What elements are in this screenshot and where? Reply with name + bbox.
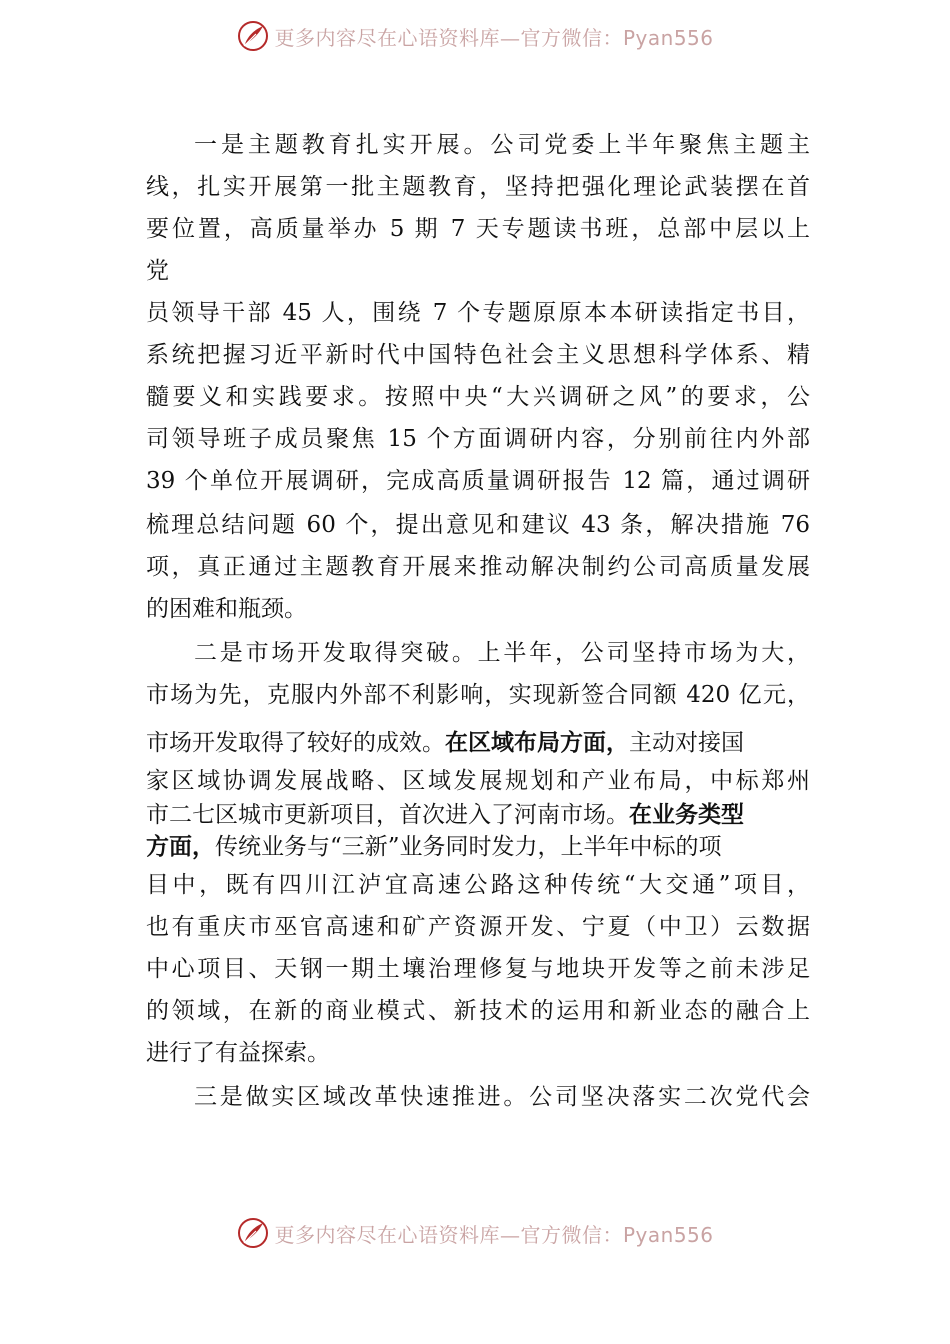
footer-banner [0, 1211, 950, 1255]
feather-logo-icon [236, 19, 270, 53]
paragraph-line: 线，扎实开展第一批主题教育，坚持把强化理论武装摆在首 [146, 174, 810, 200]
plain-text: 传统业务与“三新”业务同时发力，上半年中标的项 [215, 834, 722, 860]
paragraph-line: 项，真正通过主题教育开展来推动解决制约公司高质量发展 [146, 554, 810, 580]
bold-heading-region: 在区域布局方面， [445, 730, 629, 756]
paragraph-line: 髓要义和实践要求。按照中央“大兴调研之风”的要求，公 [146, 384, 810, 410]
paragraph-line: 梳理总结问题 60 个，提出意见和建议 43 条，解决措施 76 [146, 512, 810, 538]
paragraph-line: 党 [146, 258, 169, 284]
bold-heading-business: 在业务类型 [629, 802, 744, 828]
header-banner [0, 14, 950, 58]
feather-logo-icon [236, 1216, 270, 1250]
bold-heading-business-cont: 方面， [146, 834, 215, 860]
paragraph-line-mixed [146, 832, 722, 862]
plain-text: 市场开发取得了较好的成效。 [146, 730, 445, 756]
header-text: 更多内容尽在心语资料库—官方微信：Pyan556 [274, 25, 714, 50]
paragraph-line: 二是市场开发取得突破。上半年，公司坚持市场为大， [194, 640, 810, 666]
plain-text: 主动对接国 [629, 730, 744, 756]
paragraph-line: 系统把握习近平新时代中国特色社会主义思想科学体系、精 [146, 342, 810, 368]
footer-text: 更多内容尽在心语资料库—官方微信：Pyan556 [274, 1222, 714, 1247]
paragraph-line: 目中，既有四川江泸宜高速公路这种传统“大交通”项目， [146, 872, 810, 898]
paragraph-line: 也有重庆市巫官高速和矿产资源开发、宁夏（中卫）云数据 [146, 914, 810, 940]
plain-text: 市二七区城市更新项目，首次进入了河南市场。 [146, 802, 629, 828]
paragraph-line: 三是做实区域改革快速推进。公司坚决落实二次党代会 [194, 1084, 810, 1110]
paragraph-line: 家区域协调发展战略、区域发展规划和产业布局，中标郑州 [146, 768, 810, 794]
paragraph-line: 市场为先，克服内外部不利影响，实现新签合同额 420 亿元， [146, 682, 810, 708]
paragraph-line: 要位置，高质量举办 5 期 7 天专题读书班，总部中层以上 [146, 216, 810, 242]
paragraph-line: 一是主题教育扎实开展。公司党委上半年聚焦主题主 [194, 132, 810, 158]
paragraph-line-mixed [146, 800, 744, 830]
paragraph-line: 司领导班子成员聚焦 15 个方面调研内容，分别前往内外部 [146, 426, 810, 452]
paragraph-line: 进行了有益探索。 [146, 1040, 330, 1066]
paragraph-line-mixed [146, 728, 744, 758]
paragraph-line: 39 个单位开展调研，完成高质量调研报告 12 篇，通过调研 [146, 468, 810, 494]
paragraph-line: 的领域，在新的商业模式、新技术的运用和新业态的融合上 [146, 998, 810, 1024]
paragraph-line: 的困难和瓶颈。 [146, 596, 307, 622]
paragraph-line: 员领导干部 45 人，围绕 7 个专题原原本本研读指定书目， [146, 300, 810, 326]
paragraph-line: 中心项目、天钢一期土壤治理修复与地块开发等之前未涉足 [146, 956, 810, 982]
